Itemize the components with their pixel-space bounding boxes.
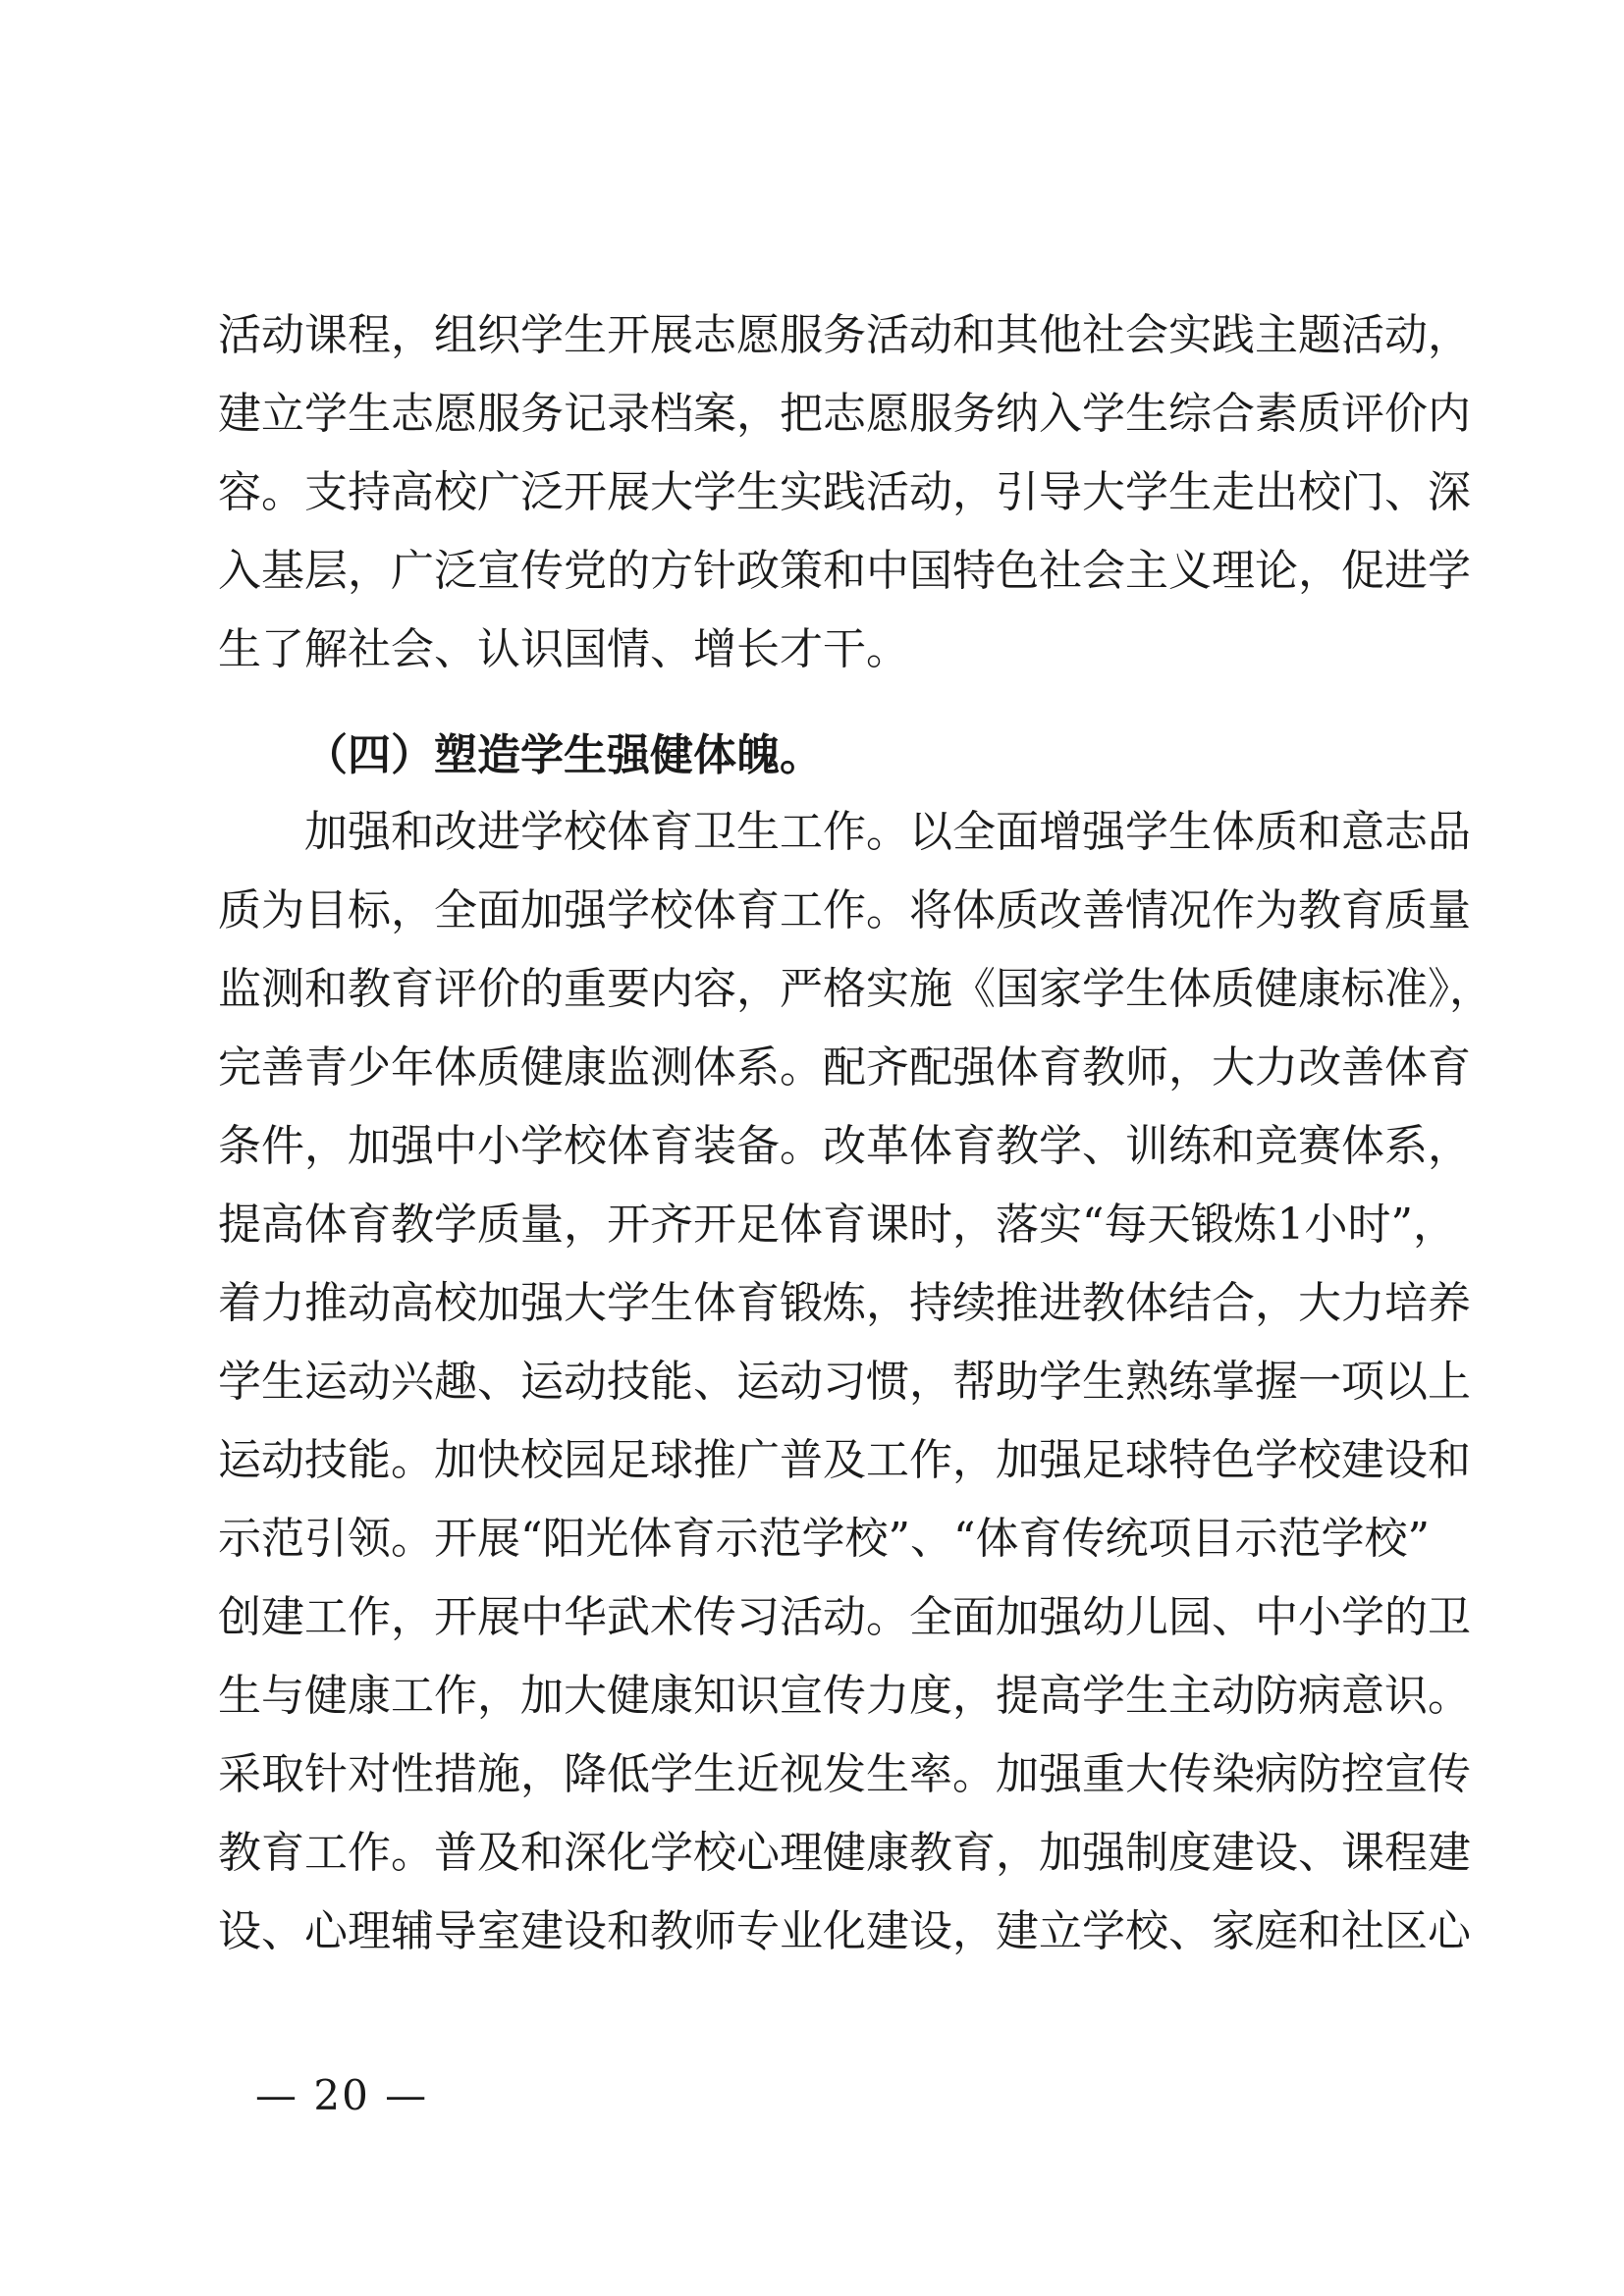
text-line: 设、心理辅导室建设和教师专业化建设，建立学校、家庭和社区心 bbox=[218, 1906, 1471, 1956]
text-line: 提高体育教学质量，开齐开足体育课时，落实“每天锻炼1小时”， bbox=[218, 1200, 1456, 1250]
text-line: 着力推动高校加强大学生体育锻炼，持续推进教体结合，大力培养 bbox=[218, 1278, 1471, 1328]
text-line: 生与健康工作，加大健康知识宣传力度，提高学生主动防病意识。 bbox=[218, 1671, 1471, 1721]
text-line: 质为目标，全面加强学校体育工作。将体质改善情况作为教育质量 bbox=[218, 885, 1471, 935]
text-line: 示范引领。开展“阳光体育示范学校”、“体育传统项目示范学校” bbox=[218, 1514, 1430, 1564]
section-heading: （四）塑造学生强健体魄。 bbox=[304, 730, 823, 780]
text-line: 条件，加强中小学校体育装备。改革体育教学、训练和竞赛体系， bbox=[218, 1121, 1471, 1171]
text-line: 入基层，广泛宣传党的方针政策和中国特色社会主义理论，促进学 bbox=[218, 546, 1471, 596]
text-line: 容。支持高校广泛开展大学生实践活动，引导大学生走出校门、深 bbox=[218, 467, 1471, 517]
text-line: 活动课程，组织学生开展志愿服务活动和其他社会实践主题活动， bbox=[218, 310, 1471, 360]
text-line: 运动技能。加快校园足球推广普及工作，加强足球特色学校建设和 bbox=[218, 1435, 1471, 1485]
text-line: 完善青少年体质健康监测体系。配齐配强体育教师，大力改善体育 bbox=[218, 1042, 1471, 1093]
text-line: 监测和教育评价的重要内容，严格实施《国家学生体质健康标准》， bbox=[218, 964, 1492, 1014]
text-line: 采取针对性措施，降低学生近视发生率。加强重大传染病防控宣传 bbox=[218, 1749, 1471, 1799]
text-line: 加强和改进学校体育卫生工作。以全面增强学生体质和意志品 bbox=[304, 807, 1471, 857]
text-line: 建立学生志愿服务记录档案，把志愿服务纳入学生综合素质评价内 bbox=[218, 389, 1471, 439]
text-line: 创建工作，开展中华武术传习活动。全面加强幼儿园、中小学的卫 bbox=[218, 1592, 1471, 1642]
text-line: 教育工作。普及和深化学校心理健康教育，加强制度建设、课程建 bbox=[218, 1828, 1471, 1878]
text-line: 学生运动兴趣、运动技能、运动习惯，帮助学生熟练掌握一项以上 bbox=[218, 1357, 1471, 1407]
page-number: — 20 — bbox=[255, 2071, 429, 2119]
text-line: 生了解社会、认识国情、增长才干。 bbox=[218, 624, 909, 674]
